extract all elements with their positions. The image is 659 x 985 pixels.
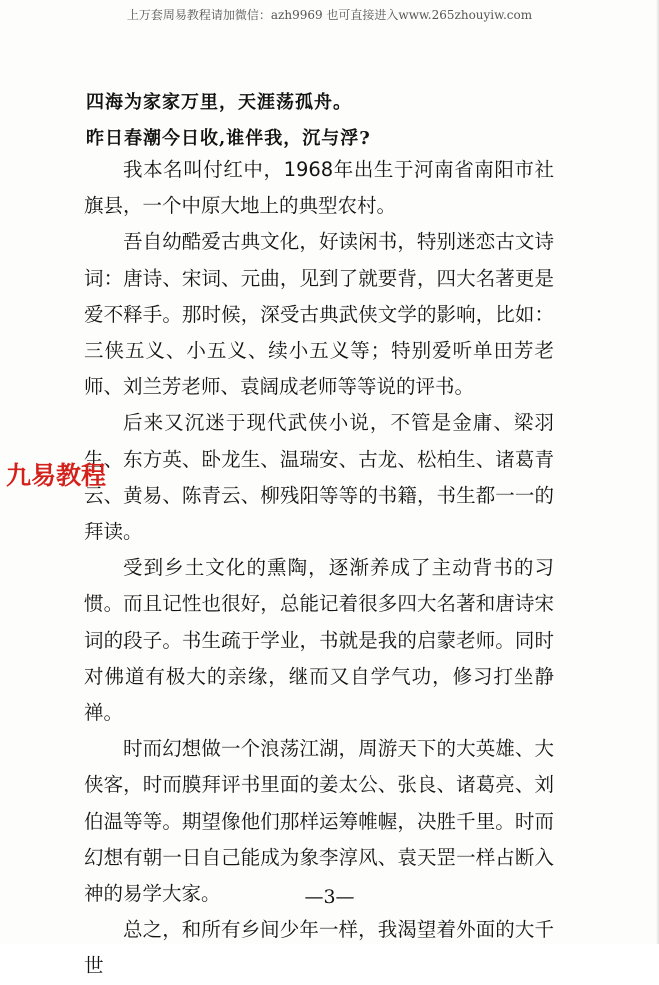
poem-line-2: 昨日春潮今日收,谁伴我，沉与浮?	[86, 128, 371, 149]
paragraph: 吾自幼酷爱古典文化，好读闲书，特别迷恋古文诗词：唐诗、宋词、元曲，见到了就要背，四大名著更是爱不释手。那时候，深受古典武侠文学的影响，比如：三侠五义、小五义、续小五义等；特别爱听单田芳老师、刘兰芳老师、袁阔成老师等等说的评书。	[84, 230, 554, 399]
body-text	[84, 152, 554, 985]
paragraph: 我本名叫付红中，1968年出生于河南省南阳市社旗县，一个中原大地上的典型农村。	[84, 158, 554, 218]
page-number: —3—	[304, 886, 355, 908]
poem-line-1: 四海为家家万里，天涯荡孤舟。	[86, 92, 352, 113]
watermark-logo: 九易教程	[6, 461, 107, 490]
paragraph: 总之，和所有乡间少年一样，我渴望着外面的大千世	[84, 918, 554, 978]
paragraph: 受到乡土文化的熏陶，逐渐养成了主动背书的习惯。而且记性也很好，总能记着很多四大名著和唐诗宋词的段子。书生疏于学业，书就是我的启蒙老师。同时对佛道有极大的亲缘，继而又自学气功，修习打坐静禅。	[84, 556, 554, 725]
header-banner: 上万套周易教程请加微信：azh9969 也可直接进入www.265zhouyiw.com	[126, 8, 533, 22]
paragraph: 时而幻想做一个浪荡江湖，周游天下的大英雄、大侠客，时而膜拜评书里面的姜太公、张良、诸葛亮、刘伯温等等。期望像他们那样运筹帷幄，决胜千里。时而幻想有朝一日自己能成为象李淳风、袁天罡一样占断入神的易学大家。	[84, 737, 554, 906]
paragraph: 后来又沉迷于现代武侠小说，不管是金庸、梁羽生、东方英、卧龙生、温瑞安、古龙、松柏生、诸葛青云、黄易、陈青云、柳残阳等等的书籍，书生都一一的拜读。	[84, 411, 554, 544]
